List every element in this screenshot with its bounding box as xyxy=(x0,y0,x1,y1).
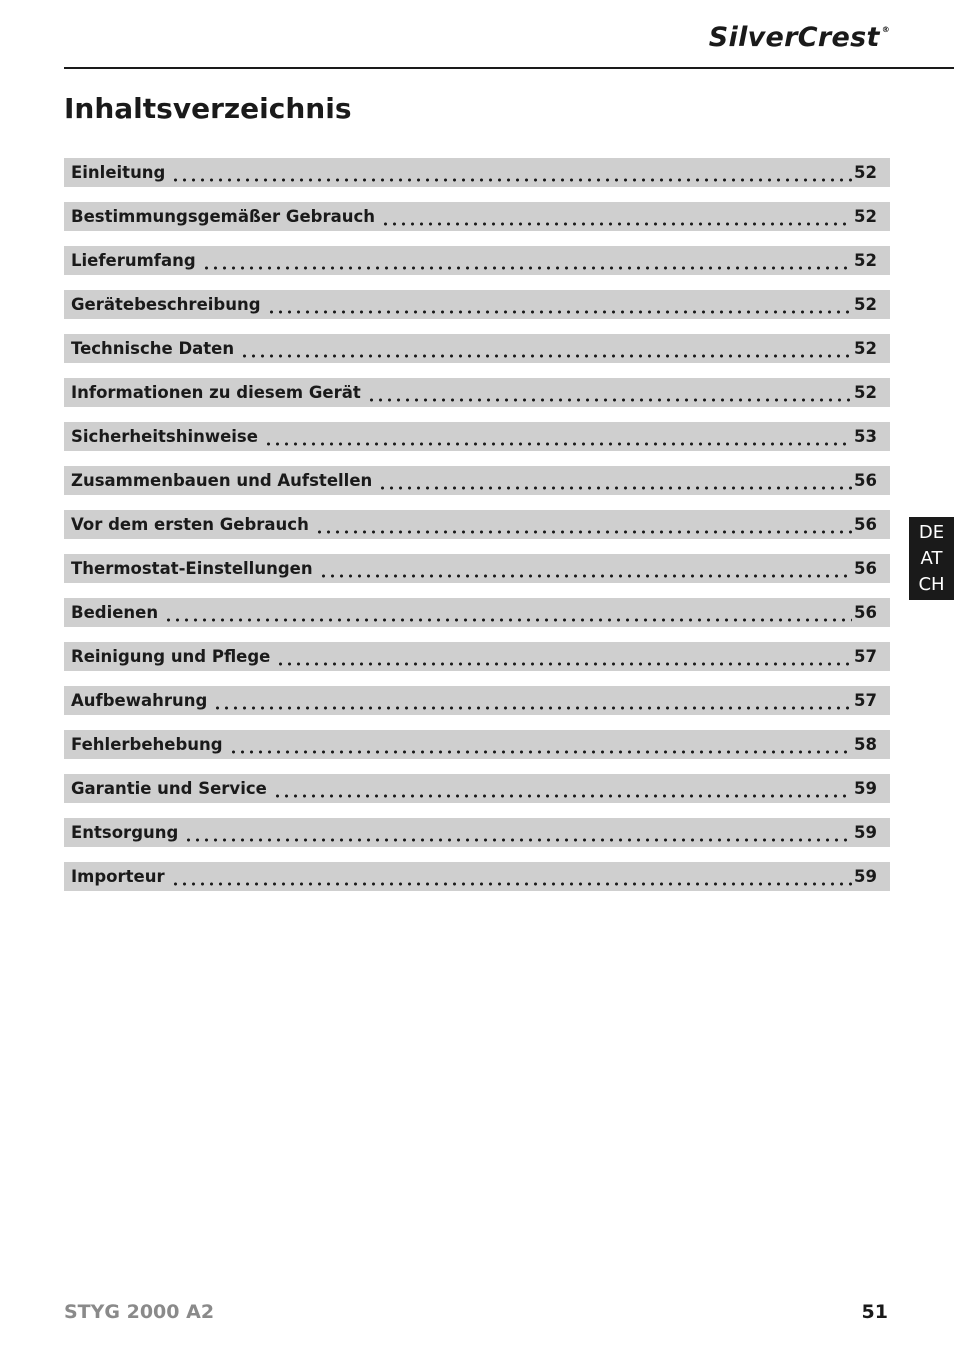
footer-model: STYG 2000 A2 xyxy=(64,1301,215,1323)
toc-entry-label: Sicherheitshinweise xyxy=(71,427,258,446)
language-code: AT xyxy=(920,547,943,569)
toc-entry[interactable] xyxy=(64,642,890,671)
toc-entry[interactable] xyxy=(64,686,890,715)
language-tab xyxy=(909,517,954,600)
toc-entry[interactable] xyxy=(64,598,890,627)
toc-entry-page: 59 xyxy=(854,823,877,842)
toc-leader-dots xyxy=(240,339,852,359)
toc-entry-page: 59 xyxy=(854,867,877,886)
toc-leader-dots xyxy=(184,823,852,843)
toc-leader-dots xyxy=(273,779,852,799)
toc-leader-dots xyxy=(378,471,852,491)
toc-entry[interactable] xyxy=(64,818,890,847)
language-code: CH xyxy=(918,573,945,595)
toc-leader-dots xyxy=(264,427,852,447)
toc-entry-page: 57 xyxy=(854,691,877,710)
page-title: Inhaltsverzeichnis xyxy=(64,92,352,125)
toc-entry-label: Bedienen xyxy=(71,603,159,622)
toc-entry-label: Zusammenbauen und Aufstellen xyxy=(71,471,373,490)
toc-entry-label: Entsorgung xyxy=(71,823,179,842)
toc-entry-label: Gerätebeschreibung xyxy=(71,295,261,314)
toc-leader-dots xyxy=(171,163,852,183)
registered-mark: ® xyxy=(881,25,890,34)
toc-entry[interactable] xyxy=(64,246,890,275)
toc-leader-dots xyxy=(276,647,852,667)
toc-entry-label: Importeur xyxy=(71,867,165,886)
toc-entry[interactable] xyxy=(64,422,890,451)
toc-entry-label: Fehlerbehebung xyxy=(71,735,223,754)
footer-page-number: 51 xyxy=(861,1301,888,1323)
toc-entry-label: Thermostat-Einstellungen xyxy=(71,559,313,578)
toc-entry-page: 59 xyxy=(854,779,877,798)
toc-entry-page: 56 xyxy=(854,559,877,578)
toc-entry-page: 52 xyxy=(854,339,877,358)
toc-entry[interactable] xyxy=(64,158,890,187)
toc-entry-label: Aufbewahrung xyxy=(71,691,208,710)
toc-entry-label: Einleitung xyxy=(71,163,166,182)
toc-leader-dots xyxy=(202,251,852,271)
toc-entry[interactable] xyxy=(64,774,890,803)
toc-entry[interactable] xyxy=(64,378,890,407)
header-rule xyxy=(64,67,954,69)
toc-entry-page: 56 xyxy=(854,471,877,490)
toc-entry-page: 56 xyxy=(854,515,877,534)
toc-entry-page: 52 xyxy=(854,251,877,270)
brand-name: SilverCrest xyxy=(708,22,880,53)
toc-entry[interactable] xyxy=(64,202,890,231)
toc-leader-dots xyxy=(171,867,852,887)
toc-entry[interactable] xyxy=(64,730,890,759)
toc-entry-label: Garantie und Service xyxy=(71,779,267,798)
toc-entry[interactable] xyxy=(64,466,890,495)
toc-leader-dots xyxy=(267,295,852,315)
toc-entry-page: 52 xyxy=(854,295,877,314)
toc-entry-page: 52 xyxy=(854,207,877,226)
toc-entry[interactable] xyxy=(64,334,890,363)
toc-leader-dots xyxy=(164,603,852,623)
toc-entry-label: Lieferumfang xyxy=(71,251,196,270)
toc-entry-label: Reinigung und Pflege xyxy=(71,647,271,666)
toc-leader-dots xyxy=(229,735,852,755)
brand-logo xyxy=(709,22,890,53)
toc-entry-label: Technische Daten xyxy=(71,339,235,358)
table-of-contents xyxy=(64,158,890,906)
toc-entry-label: Vor dem ersten Gebrauch xyxy=(71,515,309,534)
toc-entry-page: 52 xyxy=(854,163,877,182)
toc-leader-dots xyxy=(213,691,852,711)
toc-entry-page: 57 xyxy=(854,647,877,666)
toc-entry-label: Informationen zu diesem Gerät xyxy=(71,383,361,402)
toc-entry[interactable] xyxy=(64,554,890,583)
toc-entry-page: 53 xyxy=(854,427,877,446)
toc-entry[interactable] xyxy=(64,290,890,319)
toc-entry[interactable] xyxy=(64,862,890,891)
language-code: DE xyxy=(918,521,945,543)
toc-leader-dots xyxy=(319,559,852,579)
toc-leader-dots xyxy=(381,207,852,227)
toc-entry-label: Bestimmungsgemäßer Gebrauch xyxy=(71,207,376,226)
toc-entry-page: 58 xyxy=(854,735,877,754)
toc-leader-dots xyxy=(315,515,852,535)
toc-leader-dots xyxy=(367,383,852,403)
toc-entry[interactable] xyxy=(64,510,890,539)
toc-entry-page: 52 xyxy=(854,383,877,402)
toc-entry-page: 56 xyxy=(854,603,877,622)
